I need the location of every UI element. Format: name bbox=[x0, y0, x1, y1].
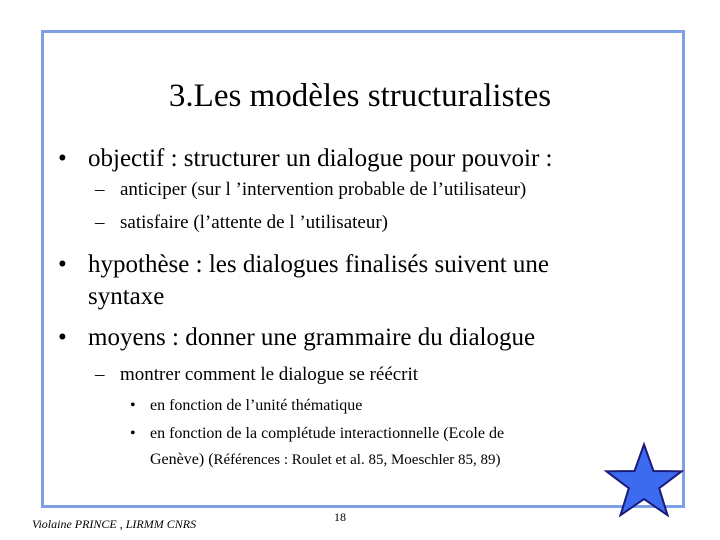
bullet-marker: • bbox=[130, 425, 136, 442]
subsubitem-unite-thematique: en fonction de l’unité thématique bbox=[150, 397, 363, 414]
bullet-moyens: moyens : donner une grammaire du dialogue bbox=[88, 324, 536, 351]
bullet-marker: • bbox=[130, 397, 136, 414]
page-number: 18 bbox=[334, 510, 346, 524]
subitem-satisfaire: satisfaire (l’attente de l ’utilisateur) bbox=[120, 212, 388, 233]
bullet-objectif: objectif : structurer un dialogue pour pouvoir : bbox=[88, 145, 553, 172]
subsubitem-completude-line2a: Genève) ( bbox=[150, 451, 214, 468]
subsubitem-completude-line1: en fonction de la complétude interactionnelle (Ecole de bbox=[150, 425, 505, 442]
dash-marker: – bbox=[95, 212, 105, 233]
bullet-hypothese-line2: syntaxe bbox=[88, 283, 165, 310]
bullet-marker: • bbox=[58, 251, 67, 278]
bullet-hypothese-line1: hypothèse : les dialogues finalisés suivent une bbox=[88, 251, 550, 278]
slide-title: 3.Les modèles structuralistes bbox=[168, 78, 552, 114]
subitem-anticiper: anticiper (sur l ’intervention probable de l’utilisateur) bbox=[120, 179, 527, 200]
dash-marker: – bbox=[95, 364, 105, 385]
subsubitem-completude-line2 bbox=[150, 450, 501, 470]
star-icon bbox=[603, 442, 685, 522]
subsubitem-references: Références : Roulet et al. 85, Moeschler 85, 89) bbox=[213, 452, 501, 468]
footer-author: Violaine PRINCE , LIRMM CNRS bbox=[32, 517, 197, 531]
bullet-marker: • bbox=[58, 324, 67, 351]
subitem-montrer: montrer comment le dialogue se réécrit bbox=[120, 364, 419, 385]
bullet-marker: • bbox=[58, 145, 67, 172]
dash-marker: – bbox=[95, 179, 105, 200]
